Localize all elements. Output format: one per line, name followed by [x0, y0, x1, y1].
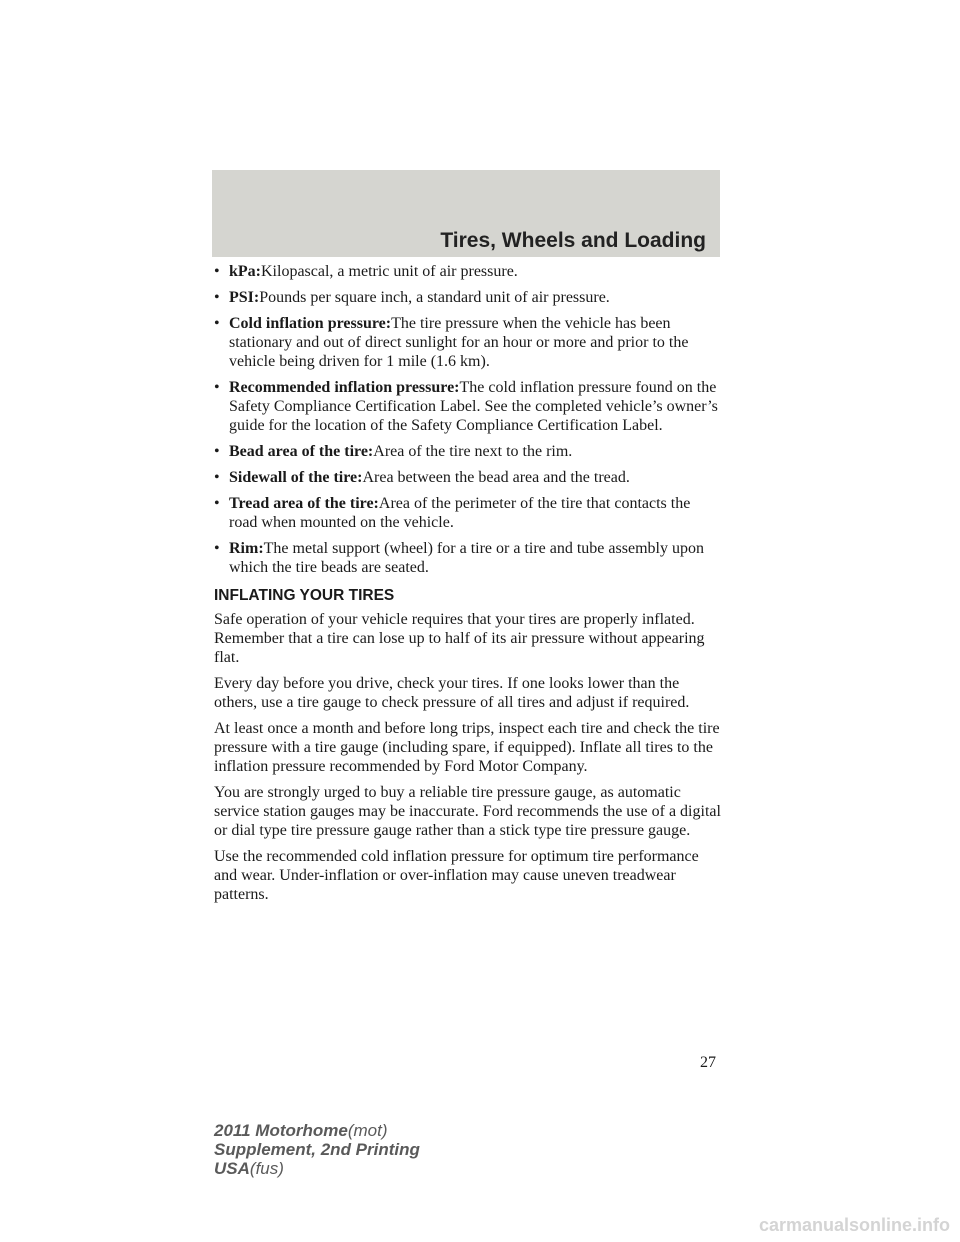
body-paragraph: Safe operation of your vehicle requires that your tires are properly inflated. Remember that a tire can lose up to half of its air pressure without appearing flat.	[214, 611, 705, 666]
definition-item	[214, 314, 722, 371]
definition-text: The cold inflation pressure found on the Safety Compliance Certification Label. See the completed vehicle’s owner’s guide for the location of the Safety Compliance Certification Label.	[229, 379, 718, 434]
definition-item	[214, 442, 722, 461]
section-header-band	[212, 170, 720, 257]
definition-term: Tread area of the tire:	[229, 495, 379, 512]
bullet-icon: •	[214, 443, 220, 460]
definition-term: Bead area of the tire:	[229, 443, 374, 460]
definition-text: Area of the perimeter of the tire that contacts the road when mounted on the vehicle.	[229, 495, 691, 531]
bullet-icon: •	[214, 289, 220, 306]
bullet-icon: •	[214, 540, 220, 557]
footer-printing: Supplement, 2nd Printing	[214, 1140, 420, 1159]
definition-term: Cold inflation pressure:	[229, 315, 392, 332]
definition-text: Kilopascal, a metric unit of air pressure.	[261, 263, 518, 280]
page-content	[214, 262, 722, 911]
document-footer	[214, 1121, 420, 1178]
definition-list	[214, 262, 722, 577]
section-heading: INFLATING YOUR TIRES	[214, 587, 395, 604]
definition-text: The tire pressure when the vehicle has been stationary and out of direct sunlight for an hour or more and prior to the vehicle being driven for 1 mile (1.6 km).	[229, 315, 689, 370]
body-paragraph: Every day before you drive, check your tires. If one looks lower than the others, use a tire gauge to check pressure of all tires and adjust if required.	[214, 675, 690, 711]
definition-item	[214, 378, 722, 435]
definition-term: Recommended inflation pressure:	[229, 379, 460, 396]
definition-item	[214, 262, 722, 281]
bullet-icon: •	[214, 315, 220, 332]
body-paragraph: You are strongly urged to buy a reliable tire pressure gauge, as automatic service station gauges may be inaccurate. Ford recommends the use of a digital or dial type tire pressure gauge rather than a stick type tire pressure gauge.	[214, 784, 721, 839]
definition-term: kPa:	[229, 263, 261, 280]
definition-term: PSI:	[229, 289, 260, 306]
bullet-icon: •	[214, 263, 220, 280]
definition-text: Pounds per square inch, a standard unit of air pressure.	[259, 289, 610, 306]
body-paragraph: At least once a month and before long trips, inspect each tire and check the tire pressure with a tire gauge (including spare, if equipped). Inflate all tires to the inflation pressure recommended by Ford Motor Company.	[214, 720, 720, 775]
bullet-icon: •	[214, 469, 220, 486]
footer-model: 2011 Motorhome	[214, 1121, 348, 1140]
body-paragraph: Use the recommended cold inflation pressure for optimum tire performance and wear. Under-inflation or over-inflation may cause uneven treadwear patterns.	[214, 848, 699, 903]
definition-text: The metal support (wheel) for a tire or a tire and tube assembly upon which the tire beads are seated.	[229, 540, 704, 576]
footer-line	[214, 1121, 420, 1140]
section-title: Tires, Wheels and Loading	[440, 229, 706, 252]
definition-term: Sidewall of the tire:	[229, 469, 363, 486]
definition-text: Area of the tire next to the rim.	[373, 443, 573, 460]
definition-item	[214, 288, 722, 307]
footer-market-code: (fus)	[249, 1159, 284, 1178]
definition-item	[214, 468, 722, 487]
watermark: carmanualsonline.info	[758, 1215, 950, 1235]
footer-line	[214, 1159, 420, 1178]
definition-text: Area between the bead area and the tread.	[362, 469, 630, 486]
footer-market: USA	[214, 1159, 250, 1178]
bullet-icon: •	[214, 495, 220, 512]
bullet-icon: •	[214, 379, 220, 396]
definition-item	[214, 539, 722, 577]
page-number: 27	[700, 1054, 716, 1071]
footer-model-code: (mot)	[347, 1121, 388, 1140]
definition-term: Rim:	[229, 540, 264, 557]
definition-item	[214, 494, 722, 532]
